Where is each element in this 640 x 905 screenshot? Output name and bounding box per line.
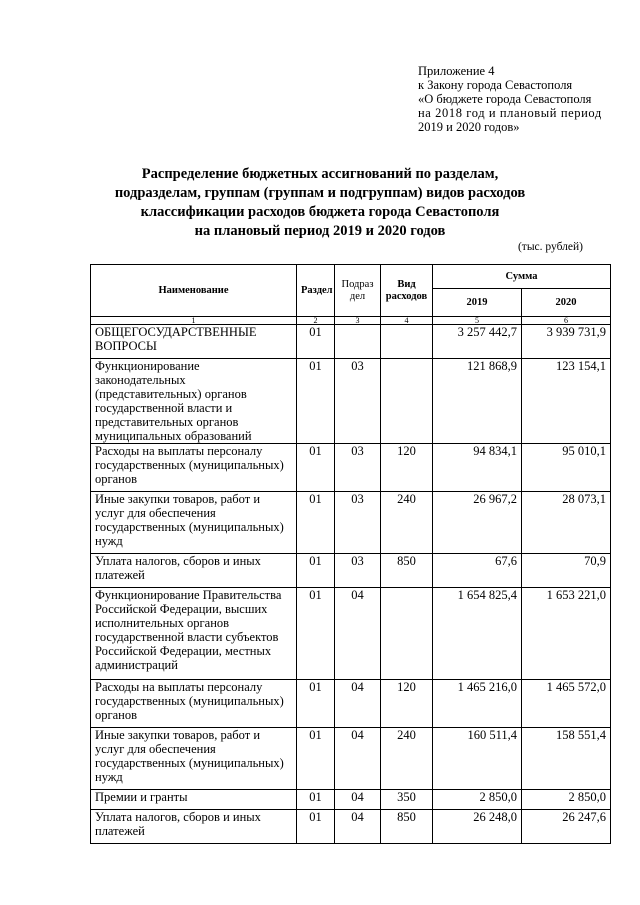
budget-table (90, 264, 611, 844)
table-row (91, 444, 611, 492)
row-section: 01 (297, 444, 335, 492)
row-type (381, 325, 433, 359)
row-type: 850 (381, 554, 433, 588)
row-section: 01 (297, 680, 335, 728)
row-subsection: 04 (335, 728, 381, 790)
row-subsection: 03 (335, 359, 381, 444)
row-amount-2020: 158 551,4 (522, 728, 611, 790)
column-number: 3 (335, 317, 381, 325)
table-row (91, 554, 611, 588)
row-name: Иные закупки товаров, работ и услуг для обеспечения государственных (муниципальных) нужд (91, 492, 297, 554)
row-section: 01 (297, 790, 335, 810)
column-number: 2 (297, 317, 335, 325)
header-sum: Сумма (433, 265, 611, 289)
row-type: 240 (381, 728, 433, 790)
row-amount-2019: 1 654 825,4 (433, 588, 522, 680)
row-type (381, 588, 433, 680)
row-amount-2020: 70,9 (522, 554, 611, 588)
appendix-line: на 2018 год и плановый период (418, 106, 602, 120)
row-type: 120 (381, 444, 433, 492)
row-name: Иные закупки товаров, работ и услуг для обеспечения государственных (муниципальных) нужд (91, 728, 297, 790)
row-subsection: 04 (335, 790, 381, 810)
column-numbers-row (91, 317, 611, 325)
table-row (91, 790, 611, 810)
row-amount-2020: 28 073,1 (522, 492, 611, 554)
row-type: 850 (381, 810, 433, 844)
row-amount-2019: 26 248,0 (433, 810, 522, 844)
header-type: Вид расходов (381, 265, 433, 317)
title-line: на плановый период 2019 и 2020 годов (194, 223, 446, 239)
column-number: 1 (91, 317, 297, 325)
table-row (91, 680, 611, 728)
table-row (91, 492, 611, 554)
title-line: Распределение бюджетных ассигнований по разделам, (141, 166, 499, 182)
row-subsection: 04 (335, 810, 381, 844)
row-name: Уплата налогов, сборов и иных платежей (91, 554, 297, 588)
row-section: 01 (297, 492, 335, 554)
row-subsection: 03 (335, 444, 381, 492)
row-amount-2020: 1 465 572,0 (522, 680, 611, 728)
row-amount-2019: 160 511,4 (433, 728, 522, 790)
appendix-line: 2019 и 2020 годов» (418, 120, 520, 134)
row-section: 01 (297, 810, 335, 844)
header-year-2020: 2020 (522, 289, 611, 317)
row-section: 01 (297, 359, 335, 444)
row-subsection: 03 (335, 492, 381, 554)
column-number: 4 (381, 317, 433, 325)
header-name: Наименование (91, 265, 297, 317)
row-name: Функционирование Правительства Российской Федерации, высших исполнительных органов государственной власти субъектов Российской Федерации, местных администраций (91, 588, 297, 680)
row-amount-2020: 26 247,6 (522, 810, 611, 844)
row-name: ОБЩЕГОСУДАРСТВЕННЫЕ ВОПРОСЫ (91, 325, 297, 359)
row-amount-2020: 3 939 731,9 (522, 325, 611, 359)
table-row (91, 359, 611, 444)
row-subsection (335, 325, 381, 359)
row-amount-2019: 26 967,2 (433, 492, 522, 554)
appendix-line: к Закону города Севастополя (418, 78, 573, 92)
document-title (60, 165, 580, 241)
row-section: 01 (297, 554, 335, 588)
appendix-line: Приложение 4 (418, 64, 495, 78)
appendix-note (418, 64, 602, 134)
table-row (91, 325, 611, 359)
row-amount-2019: 121 868,9 (433, 359, 522, 444)
row-amount-2019: 67,6 (433, 554, 522, 588)
row-amount-2020: 95 010,1 (522, 444, 611, 492)
table-row (91, 588, 611, 680)
row-name: Уплата налогов, сборов и иных платежей (91, 810, 297, 844)
row-section: 01 (297, 728, 335, 790)
row-amount-2020: 123 154,1 (522, 359, 611, 444)
row-section: 01 (297, 588, 335, 680)
unit-label: (тыс. рублей) (517, 241, 583, 253)
header-section: Раздел (297, 265, 335, 317)
row-type: 240 (381, 492, 433, 554)
row-amount-2019: 2 850,0 (433, 790, 522, 810)
row-name: Расходы на выплаты персоналу государственных (муниципальных) органов (91, 680, 297, 728)
header-year-2019: 2019 (433, 289, 522, 317)
row-subsection: 04 (335, 680, 381, 728)
row-amount-2019: 3 257 442,7 (433, 325, 522, 359)
row-amount-2019: 94 834,1 (433, 444, 522, 492)
row-name: Расходы на выплаты персоналу государственных (муниципальных) органов (91, 444, 297, 492)
row-subsection: 04 (335, 588, 381, 680)
row-type: 120 (381, 680, 433, 728)
row-name: Премии и гранты (91, 790, 297, 810)
title-line: подразделам, группам (группам и подгруппам) видов расходов (114, 185, 526, 201)
appendix-line: «О бюджете города Севастополя (418, 92, 592, 106)
row-type: 350 (381, 790, 433, 810)
column-number: 6 (522, 317, 611, 325)
title-line: классификации расходов бюджета города Севастополя (140, 204, 500, 220)
row-name: Функционирование законодательных (представительных) органов государственной власти и представительных органов муниципальных образований (91, 359, 297, 444)
row-amount-2020: 1 653 221,0 (522, 588, 611, 680)
header-subsection: Подраз дел (335, 265, 381, 317)
row-amount-2019: 1 465 216,0 (433, 680, 522, 728)
row-subsection: 03 (335, 554, 381, 588)
table-row (91, 810, 611, 844)
column-number: 5 (433, 317, 522, 325)
row-amount-2020: 2 850,0 (522, 790, 611, 810)
row-type (381, 359, 433, 444)
table-row (91, 728, 611, 790)
row-section: 01 (297, 325, 335, 359)
